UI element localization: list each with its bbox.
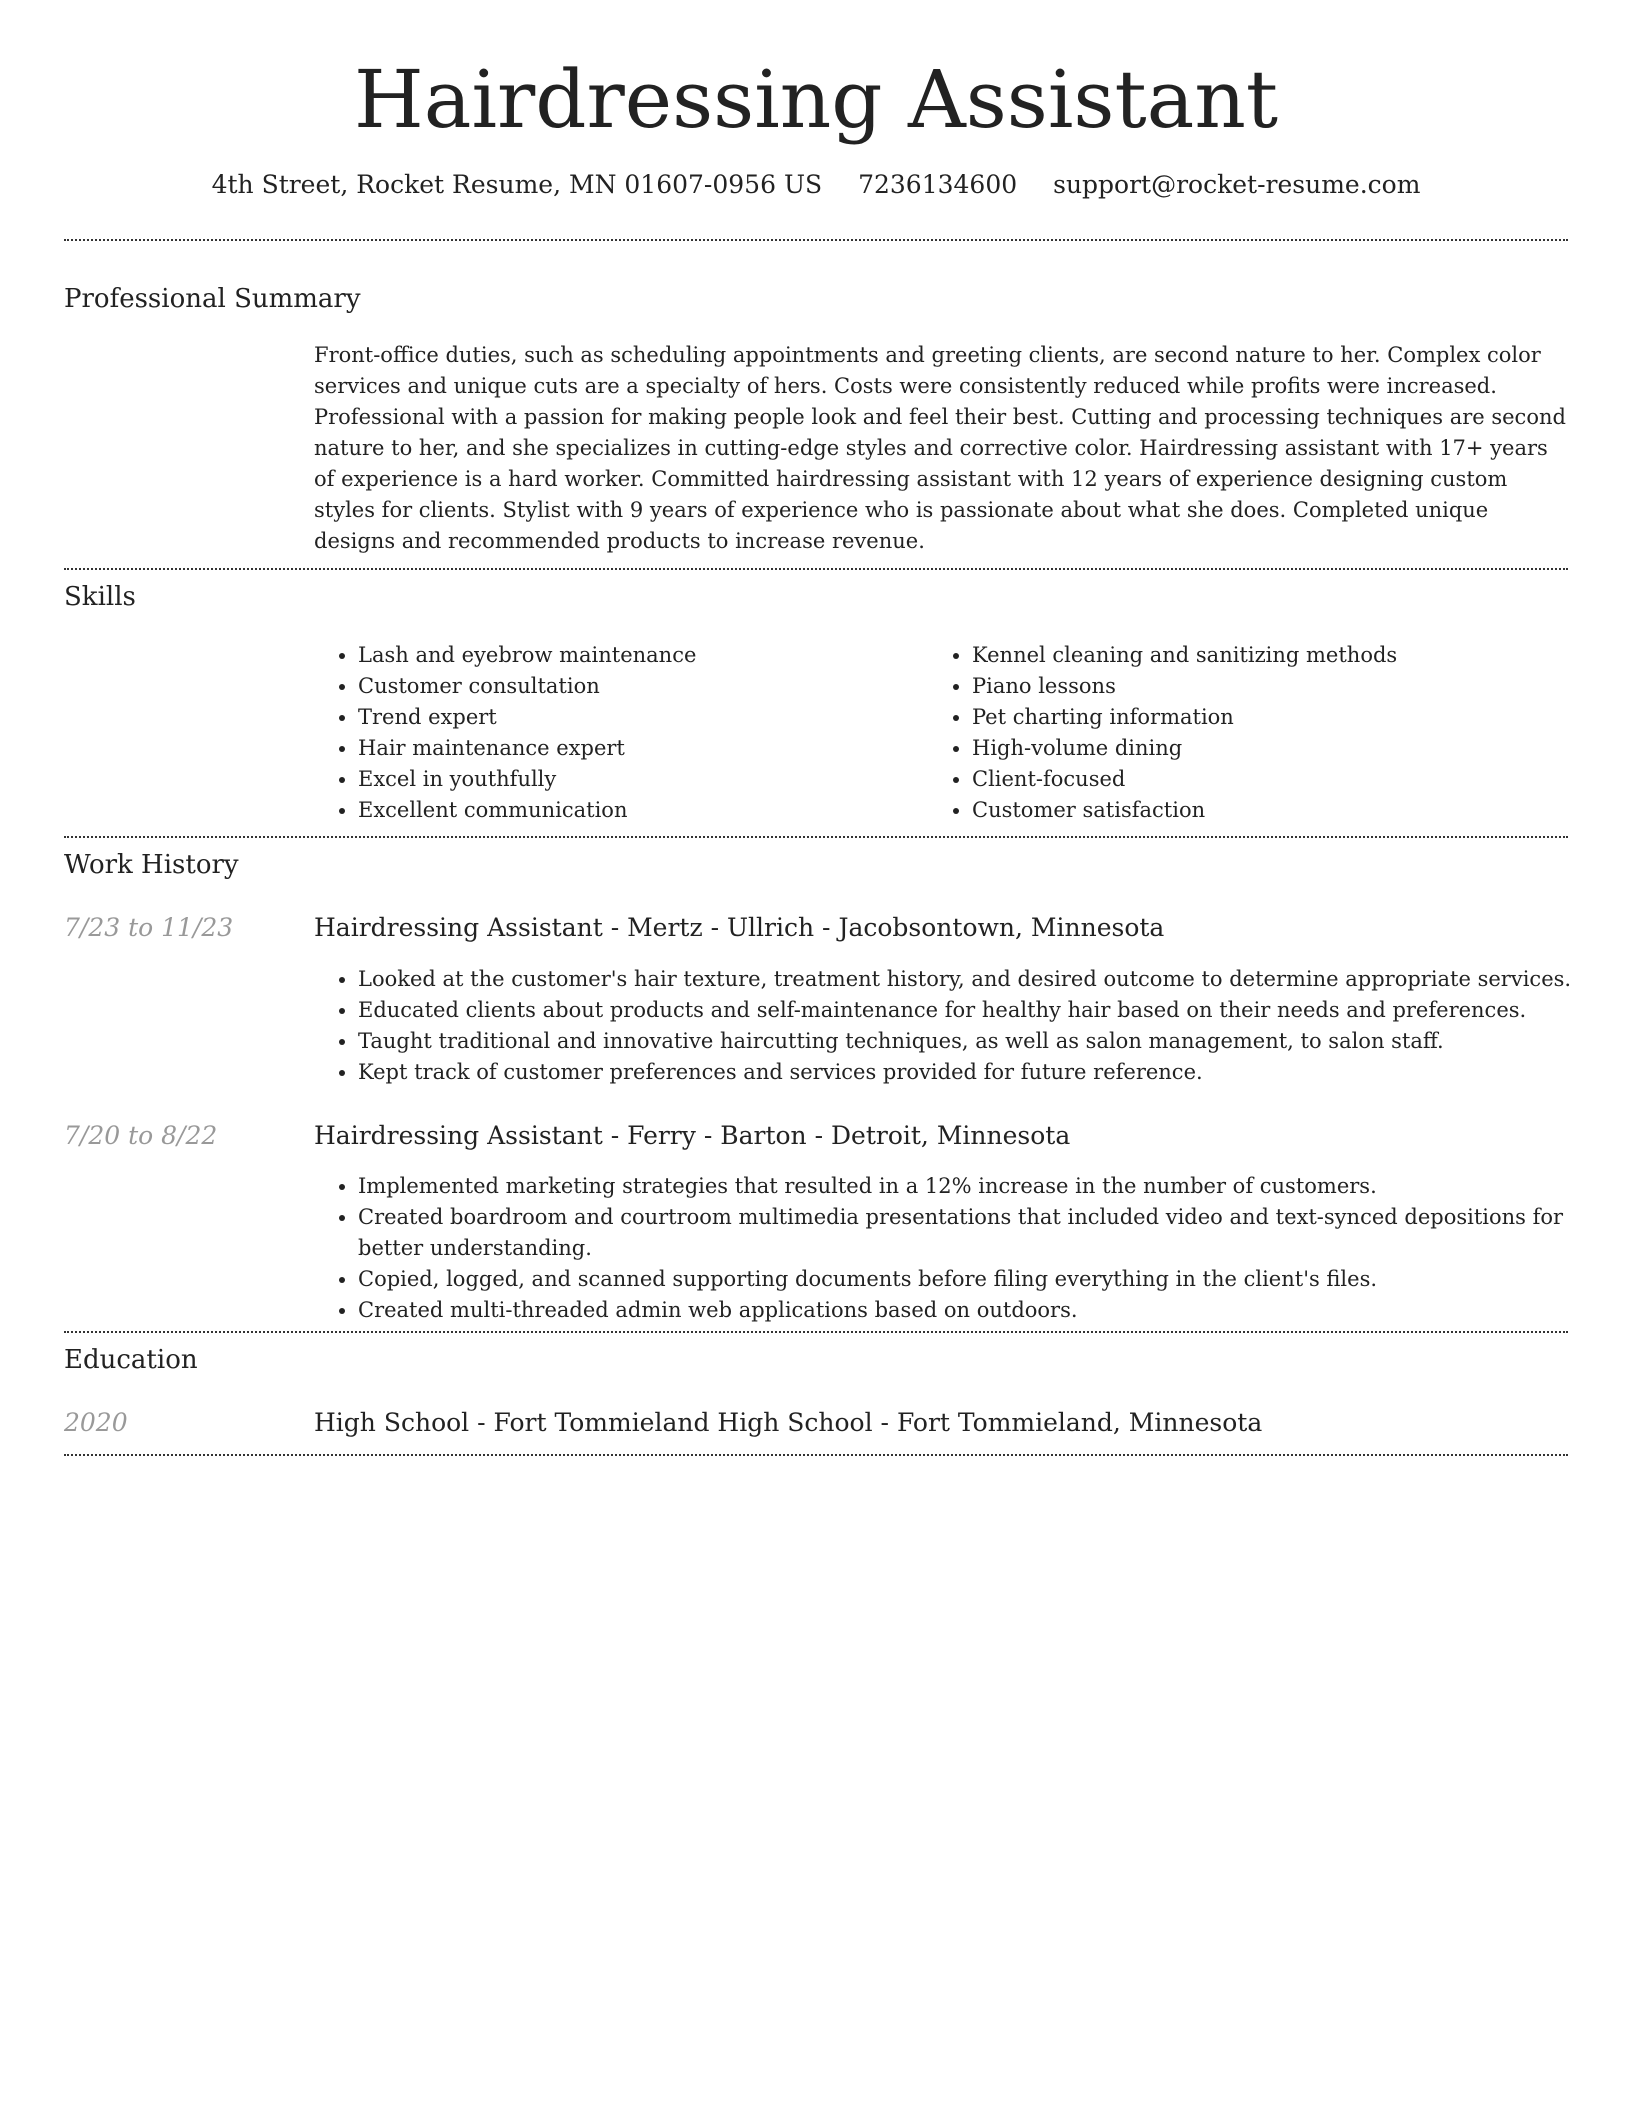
skill-item: • Trend expert bbox=[358, 702, 918, 733]
job-bullet: • Educated clients about products and self-maintenance for healthy hair based on their needs and preferences. bbox=[358, 995, 1612, 1026]
skills-list-left bbox=[314, 640, 918, 826]
divider bbox=[64, 1331, 1568, 1333]
job-bullets bbox=[314, 964, 1612, 1088]
skill-item: • Customer satisfaction bbox=[972, 795, 1572, 826]
skill-item: • Kennel cleaning and sanitizing methods bbox=[972, 640, 1572, 671]
job-date: 7/20 to 8/22 bbox=[64, 1121, 218, 1150]
divider bbox=[64, 239, 1568, 241]
candidate-name: Hairdressing Assistant bbox=[354, 53, 1278, 146]
job-bullet: • Created boardroom and courtroom multimedia presentations that included video and text-synced depositions for better understanding. bbox=[358, 1202, 1612, 1264]
section-title-work: Work History bbox=[64, 850, 239, 880]
job-title: Hairdressing Assistant - Mertz - Ullrich - Jacobsontown, Minnesota bbox=[314, 913, 1165, 942]
job-date: 7/23 to 11/23 bbox=[64, 913, 234, 942]
skill-item: • Pet charting information bbox=[972, 702, 1572, 733]
summary-text: Front-office duties, such as scheduling appointments and greeting clients, are second nature to her. Complex color services and unique cuts are a specialty of hers. Costs were consistently reduced while profits were increased. Professional with a passion for making people look and feel their best. Cutting and processing techniques are second nature to her, and she specializes in cutting-edge styles and corrective color. Hairdressing assistant with 17+ years of experience is a hard worker. Committed hairdressing assistant with 12 years of experience designing custom styles for clients. Stylist with 9 years of experience who is passionate about what she does. Completed unique designs and recommended products to increase revenue. bbox=[314, 343, 1566, 553]
job-bullet: • Created multi-threaded admin web applications based on outdoors. bbox=[358, 1295, 1612, 1326]
section-title-summary: Professional Summary bbox=[64, 284, 361, 314]
skill-item: • High-volume dining bbox=[972, 733, 1572, 764]
skill-item: • Hair maintenance expert bbox=[358, 733, 918, 764]
section-title-education: Education bbox=[64, 1345, 198, 1375]
divider bbox=[64, 836, 1568, 838]
job-bullet: • Copied, logged, and scanned supporting documents before filing everything in the client's files. bbox=[358, 1264, 1612, 1295]
education-title: High School - Fort Tommieland High School - Fort Tommieland, Minnesota bbox=[314, 1408, 1263, 1437]
divider bbox=[64, 568, 1568, 570]
education-date: 2020 bbox=[64, 1408, 128, 1437]
job-bullet: • Taught traditional and innovative haircutting techniques, as well as salon management, to salon staff. bbox=[358, 1026, 1612, 1057]
contact-line bbox=[0, 168, 1632, 202]
skill-item: • Excel in youthfully bbox=[358, 764, 918, 795]
skills-list-right bbox=[928, 640, 1572, 826]
job-bullet: • Looked at the customer's hair texture, treatment history, and desired outcome to determine appropriate services. bbox=[358, 964, 1612, 995]
section-title-skills: Skills bbox=[64, 582, 136, 612]
job-bullets bbox=[314, 1171, 1612, 1326]
skill-item: • Piano lessons bbox=[972, 671, 1572, 702]
contact-phone: 7236134600 bbox=[858, 170, 1018, 199]
resume-header bbox=[0, 0, 1632, 202]
skill-item: • Lash and eyebrow maintenance bbox=[358, 640, 918, 671]
job-title: Hairdressing Assistant - Ferry - Barton - Detroit, Minnesota bbox=[314, 1121, 1071, 1150]
contact-address: 4th Street, Rocket Resume, MN 01607-0956 US bbox=[211, 170, 823, 199]
job-bullet: • Implemented marketing strategies that resulted in a 12% increase in the number of customers. bbox=[358, 1171, 1612, 1202]
skill-item: • Excellent communication bbox=[358, 795, 918, 826]
job-bullet: • Kept track of customer preferences and services provided for future reference. bbox=[358, 1057, 1612, 1088]
divider bbox=[64, 1454, 1568, 1456]
skill-item: • Customer consultation bbox=[358, 671, 918, 702]
skill-item: • Client-focused bbox=[972, 764, 1572, 795]
contact-email: support@rocket-resume.com bbox=[1053, 170, 1421, 199]
